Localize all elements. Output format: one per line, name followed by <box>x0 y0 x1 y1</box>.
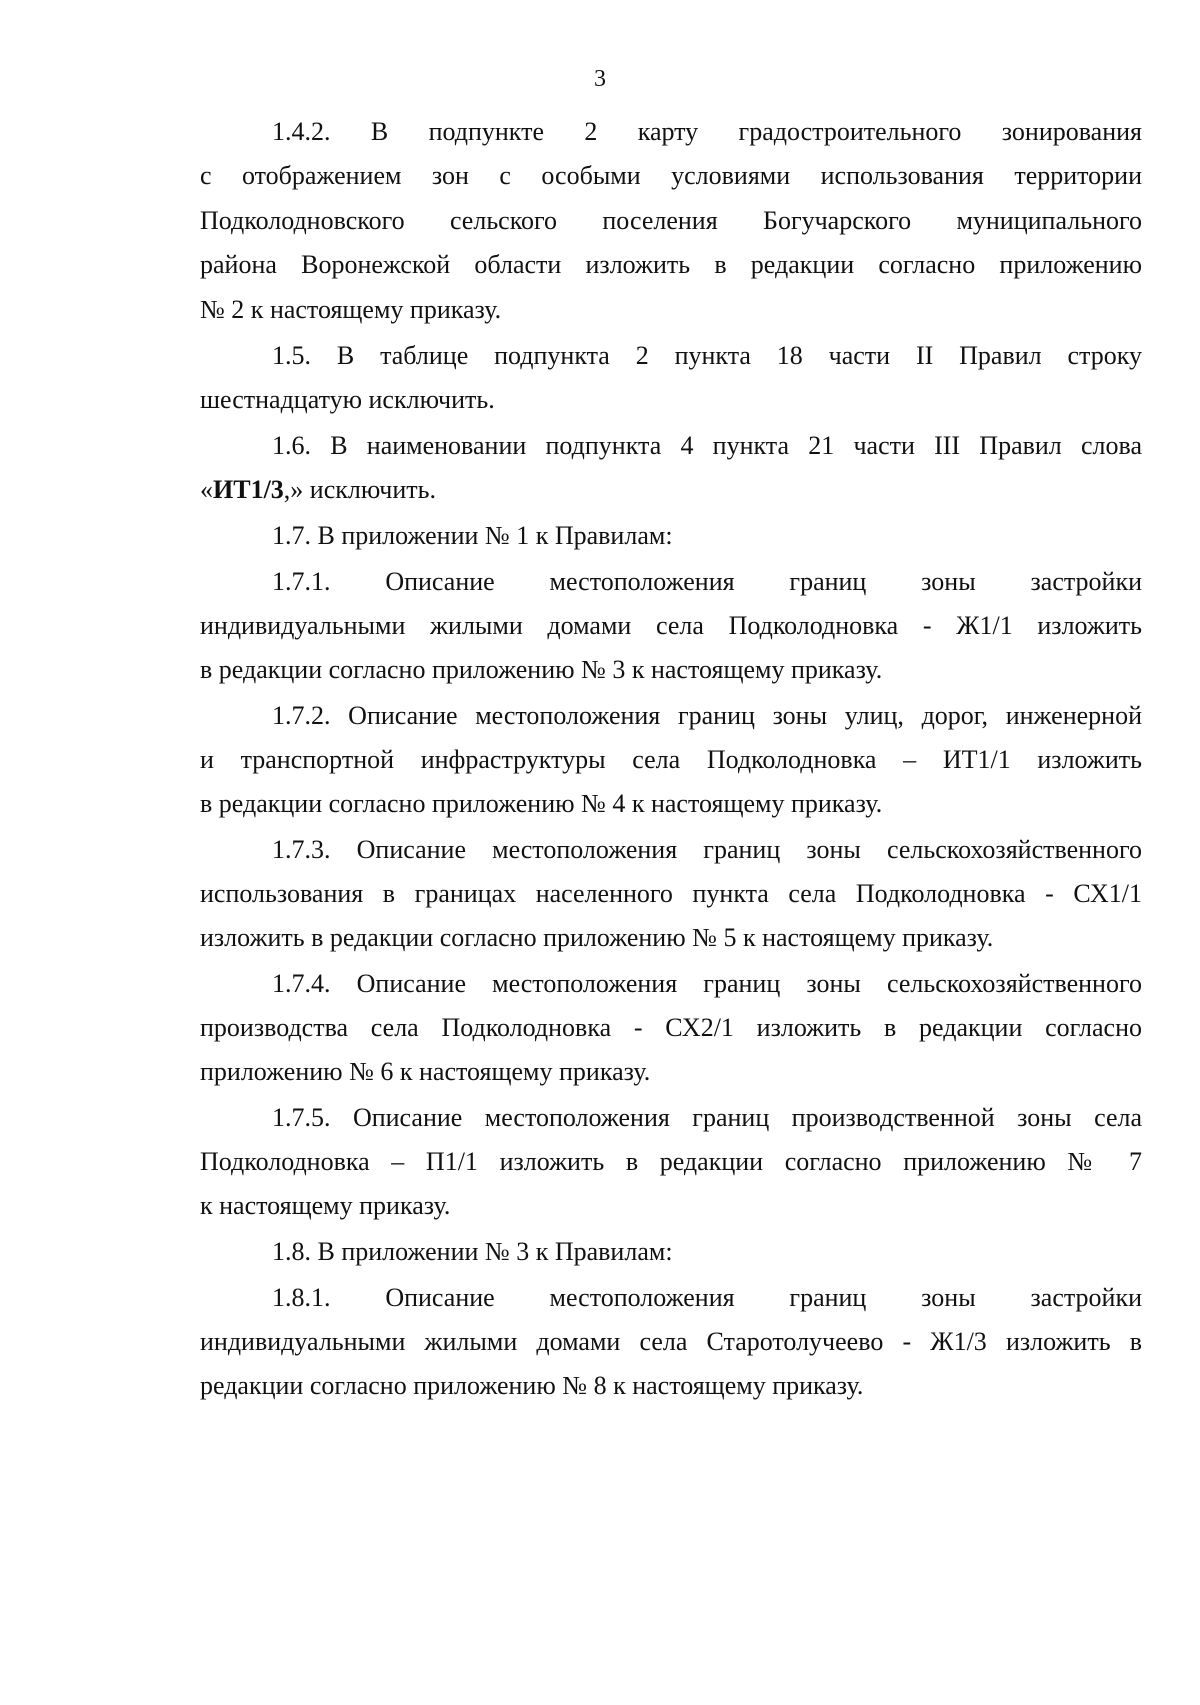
page-number: 3 <box>594 66 606 92</box>
text-line: Подколодновка – П1/1 изложить в редакции согласно приложению № 7 <box>200 1147 1142 1176</box>
text-line: индивидуальными жилыми домами села Старотолучеево - Ж1/3 изложить в <box>200 1327 1142 1356</box>
text-line: 1.4.2. В подпункте 2 карту градостроительного зонирования <box>272 117 1142 146</box>
zone-code-bold: ИТ1/3 <box>213 475 284 504</box>
text-line: и транспортной инфраструктуры села Подколодновка – ИТ1/1 изложить <box>200 745 1142 774</box>
text-line: 1.7.2. Описание местоположения границ зоны улиц, дорог, инженерной <box>272 701 1142 730</box>
text-line: шестнадцатую исключить. <box>200 385 495 414</box>
text-line: 1.6. В наименовании подпункта 4 пункта 21 части III Правил слова <box>272 431 1142 460</box>
text-line: изложить в редакции согласно приложению № 5 к настоящему приказу. <box>200 923 994 952</box>
text-line: к настоящему приказу. <box>200 1191 451 1220</box>
text-line: индивидуальными жилыми домами села Подколодновка - Ж1/1 изложить <box>200 611 1142 640</box>
text-line: 1.7.1. Описание местоположения границ зоны застройки <box>272 567 1142 596</box>
text-line: приложению № 6 к настоящему приказу. <box>200 1057 651 1086</box>
text-line: 1.7.5. Описание местоположения границ производственной зоны села <box>272 1103 1142 1132</box>
text-line: 1.8. В приложении № 3 к Правилам: <box>272 1237 673 1266</box>
text-line: района Воронежской области изложить в редакции согласно приложению <box>200 250 1142 279</box>
text-line: 1.7.3. Описание местоположения границ зоны сельскохозяйственного <box>272 835 1142 864</box>
text-line: 1.7.4. Описание местоположения границ зоны сельскохозяйственного <box>272 969 1142 998</box>
text-line: 1.7. В приложении № 1 к Правилам: <box>272 521 673 550</box>
text-line: производства села Подколодновка - СХ2/1 изложить в редакции согласно <box>200 1013 1142 1042</box>
text-line: использования в границах населенного пункта села Подколодновка - СХ1/1 <box>200 879 1142 908</box>
text-line: Подколодновского сельского поселения Богучарского муниципального <box>200 206 1142 235</box>
text-line: с отображением зон с особыми условиями использования территории <box>200 161 1142 190</box>
text-line-suffix: ,» исключить. <box>283 475 437 504</box>
quote-open: « <box>200 475 213 504</box>
text-line: редакции согласно приложению № 8 к настоящему приказу. <box>200 1371 864 1400</box>
text-line: в редакции согласно приложению № 3 к настоящему приказу. <box>200 655 883 684</box>
text-line: № 2 к настоящему приказу. <box>200 295 502 324</box>
text-line: 1.8.1. Описание местоположения границ зоны застройки <box>272 1283 1142 1312</box>
text-line: 1.5. В таблице подпункта 2 пункта 18 части II Правил строку <box>272 341 1142 370</box>
text-line <box>200 472 1142 508</box>
text-line: в редакции согласно приложению № 4 к настоящему приказу. <box>200 789 883 818</box>
